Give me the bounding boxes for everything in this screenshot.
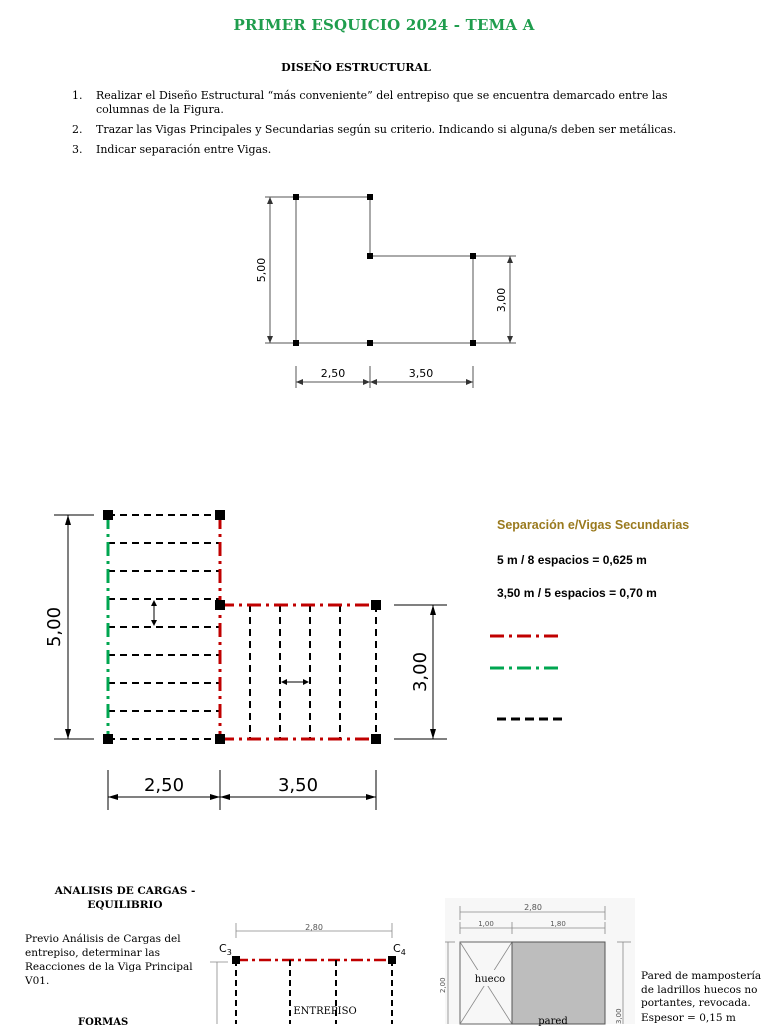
legend-title: Separación e/Vigas Secundarias	[497, 518, 690, 532]
dim-label: 3,00	[495, 287, 508, 313]
legend-swatches	[490, 625, 570, 730]
column-c4	[388, 956, 396, 964]
list-text: Indicar separación entre Vigas.	[96, 143, 272, 156]
dim-label: 2,80	[305, 923, 323, 932]
formas-heading: FORMAS	[78, 1017, 129, 1028]
hueco-label: hueco	[474, 974, 506, 985]
list-item	[72, 123, 682, 137]
dim-label: 3,00	[615, 1008, 623, 1024]
section-heading	[50, 884, 200, 912]
column-label-c3: $C_3$	[219, 942, 232, 957]
pared-area	[512, 942, 605, 1024]
dim-label: 5,00	[44, 606, 65, 648]
column-c3	[232, 956, 240, 964]
page-title: PRIMER ESQUICIO 2024 - TEMA A	[233, 16, 535, 34]
list-text: Realizar el Diseño Estructural “más conveniente” del entrepiso que se encuentra demarcado entre las columnas de la Figura.	[96, 89, 668, 116]
list-text: Trazar las Vigas Principales y Secundarias según su criterio. Indicando si alguna/s deben ser metálicas.	[96, 123, 677, 136]
legend-text: 3,50 m / 5 espacios = 0,70 m	[497, 586, 657, 600]
list-number: 3.	[72, 143, 83, 156]
pared-label: pared	[538, 1016, 568, 1027]
dim-label: 2,80	[524, 903, 542, 912]
dim-label: 1,00	[478, 920, 494, 928]
entrepiso-label: ENTREPISO	[293, 1006, 357, 1017]
dim-label: 3,00	[410, 651, 431, 693]
wall-figure	[439, 898, 635, 1027]
dim-label: 2,50	[143, 775, 185, 796]
dim-label: 3,50	[277, 775, 319, 796]
dim-label: 2,00	[439, 977, 447, 993]
heading-line: EQUILIBRIO	[87, 899, 163, 911]
plan-outline	[296, 197, 473, 343]
list-item	[72, 143, 682, 157]
secondary-beams	[108, 515, 376, 739]
wall-thickness-text: Espesor = 0,15 m	[641, 1011, 736, 1024]
dim-label: 3,50	[408, 367, 434, 380]
list-number: 2.	[72, 123, 83, 136]
paragraph: Previo Análisis de Cargas del entrepiso, determinar las Reacciones de la Viga Principal V01.	[25, 933, 193, 987]
column-markers	[293, 194, 476, 346]
structural-figure	[30, 500, 470, 820]
entrepiso-figure	[200, 918, 415, 1024]
dim-label: 5,00	[255, 257, 268, 283]
dim-label: 1,80	[550, 920, 566, 928]
principal-beams	[220, 515, 376, 739]
wall-description-text: Pared de mampostería de ladrillos huecos no portantes, revocada.	[641, 970, 762, 1009]
instruction-list	[72, 89, 682, 163]
wall-description	[641, 970, 766, 1025]
legend-text: 5 m / 8 espacios = 0,625 m	[497, 553, 647, 567]
list-number: 1.	[72, 89, 83, 102]
heading-line: ANALISIS DE CARGAS -	[54, 885, 196, 897]
list-item	[72, 89, 682, 117]
column-label-c4: $C_4$	[393, 942, 406, 957]
section-subtitle: DISEÑO ESTRUCTURAL	[281, 61, 431, 74]
dim-label: 2,50	[320, 367, 346, 380]
spacing-arrows	[154, 601, 308, 682]
plan-figure-1	[240, 180, 540, 395]
